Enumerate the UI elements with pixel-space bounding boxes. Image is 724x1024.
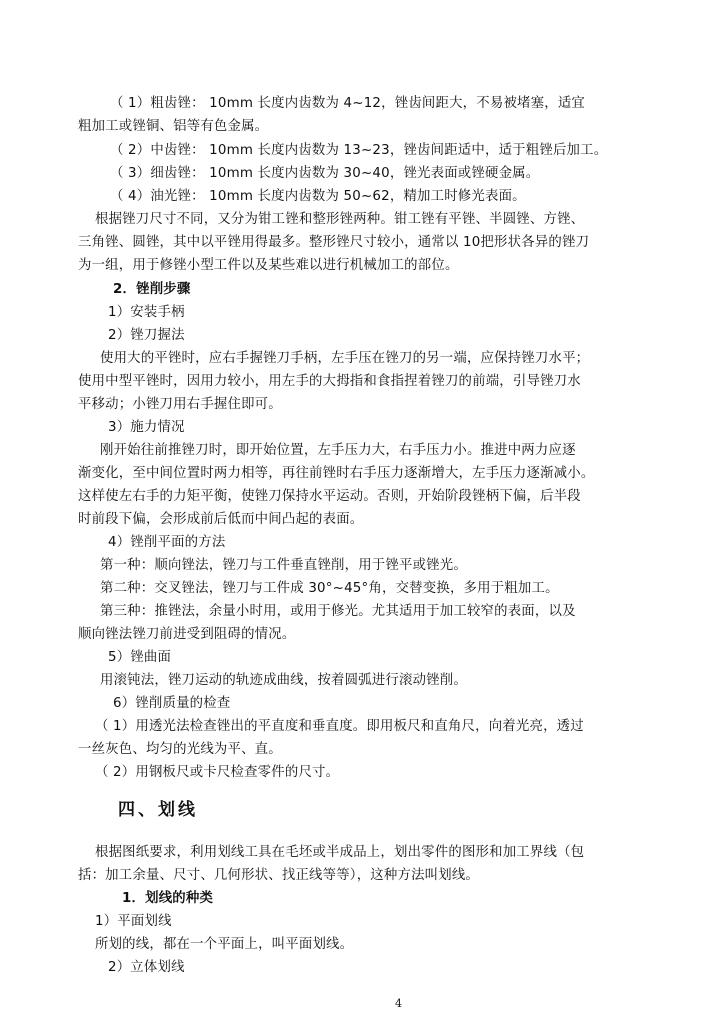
text-line: 第二种：交叉锉法，锉刀与工件成 30°~45°角，交替变换，多用于粗加工。 <box>100 581 559 596</box>
section-heading: 1．划线的种类 <box>122 891 214 906</box>
text-line: 用滚钝法，锉刀运动的轨迹成曲线，按着圆弧进行滚动锉削。 <box>100 673 467 688</box>
text-line: 1）安装手柄 <box>108 305 185 320</box>
text-line: 2）锉刀握法 <box>108 328 185 343</box>
text-line: （ 2）中齿锉： 10mm 长度内齿数为 13~23，锉齿间距适中，适于粗锉后加工。 <box>110 143 608 158</box>
text-line: 根据锉刀尺寸不同，又分为钳工锉和整形锉两种。钳工锉有平锉、半圆锉、方锉、 <box>95 212 585 227</box>
text-line: 使用大的平锉时，应右手握锉刀手柄，左手压在锉刀的另一端，应保持锉刀水平； <box>100 351 590 366</box>
text-line: 根据图纸要求，利用划线工具在毛坯或半成品上，划出零件的图形和加工界线（包 <box>95 845 585 860</box>
text-line: 5）锉曲面 <box>108 650 172 665</box>
text-line: 1）平面划线 <box>95 914 172 929</box>
section-heading: 2．锉削步骤 <box>113 282 191 297</box>
text-line: （ 1）用透光法检查锉出的平直度和垂直度。即用板尺和直角尺，向着光亮，透过 <box>95 719 584 734</box>
text-line: 刚开始往前推锉刀时，即开始位置，左手压力大，右手压力小。推进中两力应逐 <box>100 443 576 458</box>
text-line: 4）锉削平面的方法 <box>108 535 226 550</box>
text-line: （ 1）粗齿锉： 10mm 长度内齿数为 4~12，锉齿间距大，不易被堵塞，适宜 <box>110 96 585 111</box>
text-line: 所划的线，都在一个平面上，叫平面划线。 <box>95 937 354 952</box>
text-line: 6）锉削质量的检查 <box>113 696 231 711</box>
text-line: 第一种：顺向锉法，锉刀与工件垂直锉削，用于锉平或锉光。 <box>100 558 467 573</box>
text-line: 时前段下偏，会形成前后低而中间凸起的表面。 <box>78 512 364 527</box>
text-line: 三角锉、圆锉，其中以平锉用得最多。整形锉尺寸较小，通常以 10把形状各异的锉刀 <box>78 235 590 250</box>
text-line: （ 3）细齿锉： 10mm 长度内齿数为 30~40，锉光表面或锉硬金属。 <box>110 166 540 181</box>
page-number: 4 <box>395 997 402 1010</box>
text-line: 2）立体划线 <box>108 960 185 975</box>
text-line: 为一组，用于修锉小型工件以及某些难以进行机械加工的部位。 <box>78 258 459 273</box>
text-line: 一丝灰色、均匀的光线为平、直。 <box>78 742 282 757</box>
text-line: 粗加工或锉铜、铝等有色金属。 <box>78 119 269 134</box>
text-line: 平移动；小锉刀用右手握住即可。 <box>78 397 282 412</box>
text-line: （ 4）油光锉： 10mm 长度内齿数为 50~62，精加工时修光表面。 <box>110 189 526 204</box>
text-line: 使用中型平锉时，因用力较小，用左手的大拇指和食指捏着锉刀的前端，引导锉刀水 <box>78 374 581 389</box>
text-line: 3）施力情况 <box>108 420 185 435</box>
text-line: 渐变化，至中间位置时两力相等，再往前锉时右手压力逐渐增大，左手压力逐渐减小。 <box>78 466 595 481</box>
text-line: 第三种：推锉法，余量小时用，或用于修光。尤其适用于加工较窄的表面，以及 <box>100 604 576 619</box>
chapter-heading: 四、划线 <box>118 800 198 820</box>
text-line: 顺向锉法锉刀前进受到阻碍的情况。 <box>78 627 296 642</box>
text-line: 这样使左右手的力矩平衡，使锉刀保持水平运动。否则，开始阶段锉柄下偏，后半段 <box>78 489 581 504</box>
text-line: 括：加工余量、尺寸、几何形状、找正线等等），这种方法叫划线。 <box>78 868 480 883</box>
text-line: （ 2）用钢板尺或卡尺检查零件的尺寸。 <box>95 765 340 780</box>
